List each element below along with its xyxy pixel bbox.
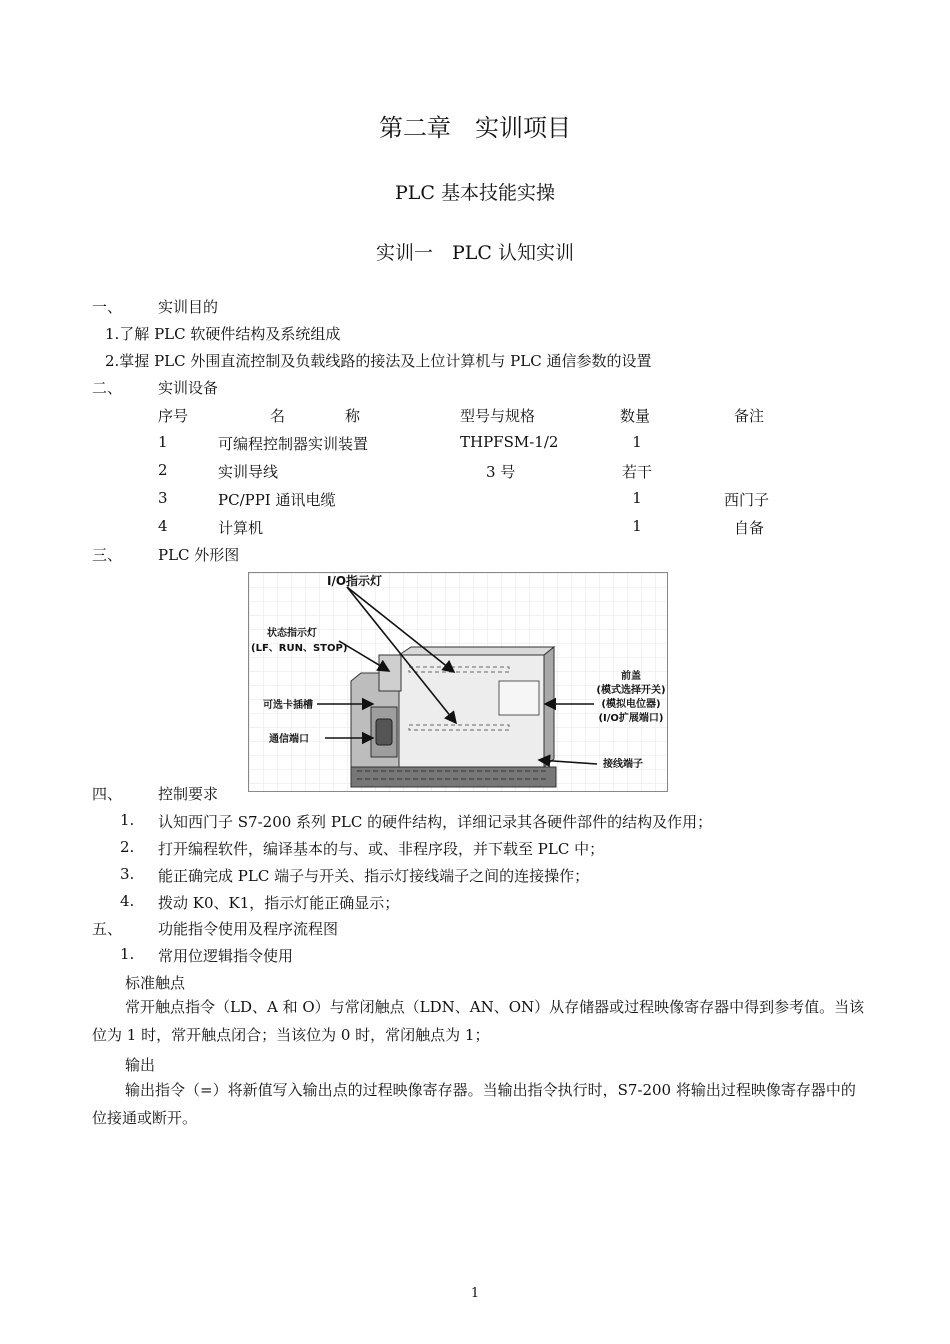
list-item-number: 4. bbox=[120, 892, 135, 910]
list-item-text: 认知西门子 S7-200 系列 PLC 的硬件结构，详细记录其各硬件部件的结构及作用； bbox=[158, 813, 713, 831]
list-item-number: 1. bbox=[120, 811, 135, 829]
list-item-number: 3. bbox=[120, 865, 135, 883]
table-cell-name: 实训导线 bbox=[218, 463, 279, 481]
table-cell-qty: 1 bbox=[632, 517, 642, 535]
table-cell-model: 3 号 bbox=[486, 463, 516, 481]
list-item-text: 打开编程软件，编译基本的与、或、非程序段，并下载至 PLC 中； bbox=[158, 840, 605, 858]
heading-standard-contact: 标准触点 bbox=[125, 974, 186, 992]
table-cell-name: 计算机 bbox=[218, 519, 264, 537]
section-3-number: 三、 bbox=[92, 546, 123, 564]
table-cell-name: 可编程控制器实训装置 bbox=[218, 435, 369, 453]
section-4-number: 四、 bbox=[92, 785, 123, 803]
label-terminals: 接线端子 bbox=[603, 759, 643, 770]
lesson-title: 实训一 PLC 认知实训 bbox=[376, 242, 574, 264]
section-5-title: 功能指令使用及程序流程图 bbox=[158, 920, 339, 938]
section-1-number: 一、 bbox=[92, 298, 123, 316]
table-header-name-a: 名 bbox=[270, 407, 286, 425]
section-4-title: 控制要求 bbox=[158, 785, 219, 803]
table-cell-seq: 1 bbox=[158, 433, 168, 451]
table-cell-seq: 4 bbox=[158, 517, 168, 535]
table-cell-qty: 1 bbox=[632, 433, 642, 451]
list-item-number: 2. bbox=[120, 838, 135, 856]
subsection-number: 1. bbox=[120, 945, 135, 963]
label-cover: 前盖 bbox=[621, 671, 641, 682]
heading-output: 输出 bbox=[125, 1056, 156, 1074]
table-cell-seq: 2 bbox=[158, 461, 168, 479]
table-cell-seq: 3 bbox=[158, 489, 168, 507]
plc-body bbox=[351, 647, 556, 787]
table-header-note: 备注 bbox=[734, 407, 765, 425]
label-potentiometer: (模拟电位器) bbox=[601, 699, 661, 710]
list-item-text: 能正确完成 PLC 端子与开关、指示灯接线端子之间的连接操作； bbox=[158, 867, 590, 885]
table-cell-model: THPFSM-1/2 bbox=[460, 433, 559, 451]
paragraph-output: 输出指令（=）将新值写入输出点的过程映像寄存器。当输出指令执行时，S7-200 将输出过程映像寄存器中的位接通或断开。 bbox=[92, 1081, 856, 1127]
label-comm-port: 通信端口 bbox=[269, 734, 309, 745]
table-cell-name: PC/PPI 通讯电缆 bbox=[218, 491, 336, 509]
paragraph-contact: 常开触点指令（LD、A 和 O）与常闭触点（LDN、AN、ON）从存储器或过程映像寄存器中得到参考值。当该位为 1 时，常开触点闭合；当该位为 0 时，常闭触点为 1； bbox=[92, 998, 865, 1044]
table-header-model: 型号与规格 bbox=[460, 407, 536, 425]
objective-item: 1.了解 PLC 软硬件结构及系统组成 bbox=[105, 325, 341, 343]
section-2-number: 二、 bbox=[92, 379, 123, 397]
section-1-title: 实训目的 bbox=[158, 298, 219, 316]
subsection-title: 常用位逻辑指令使用 bbox=[158, 947, 294, 965]
objective-item: 2.掌握 PLC 外围直流控制及负载线路的接法及上位计算机与 PLC 通信参数的设置 bbox=[105, 352, 652, 370]
label-io-lights: I/O指示灯 bbox=[327, 574, 383, 588]
section-5-number: 五、 bbox=[92, 920, 123, 938]
table-header-name-b: 称 bbox=[345, 407, 361, 425]
label-io-expansion: (I/O扩展端口) bbox=[598, 713, 664, 724]
plc-figure bbox=[248, 572, 668, 792]
table-cell-qty: 若干 bbox=[621, 463, 652, 481]
label-option-slot: 可选卡插槽 bbox=[263, 700, 313, 711]
label-status-modes: (LF、RUN、STOP) bbox=[251, 643, 348, 654]
part-title: PLC 基本技能实操 bbox=[395, 182, 555, 204]
page-number: 1 bbox=[470, 1286, 480, 1301]
table-cell-note: 自备 bbox=[734, 519, 765, 537]
table-header-qty: 数量 bbox=[620, 407, 651, 425]
label-mode-switch: (模式选择开关) bbox=[596, 685, 666, 696]
list-item-text: 拨动 K0、K1，指示灯能正确显示； bbox=[158, 894, 400, 912]
label-status-lights: 状态指示灯 bbox=[267, 628, 317, 639]
table-cell-note: 西门子 bbox=[724, 491, 770, 509]
section-2-title: 实训设备 bbox=[158, 379, 219, 397]
section-3-title: PLC 外形图 bbox=[158, 546, 240, 564]
table-cell-qty: 1 bbox=[632, 489, 642, 507]
chapter-title: 第二章 实训项目 bbox=[379, 114, 571, 142]
table-header-seq: 序号 bbox=[158, 407, 189, 425]
